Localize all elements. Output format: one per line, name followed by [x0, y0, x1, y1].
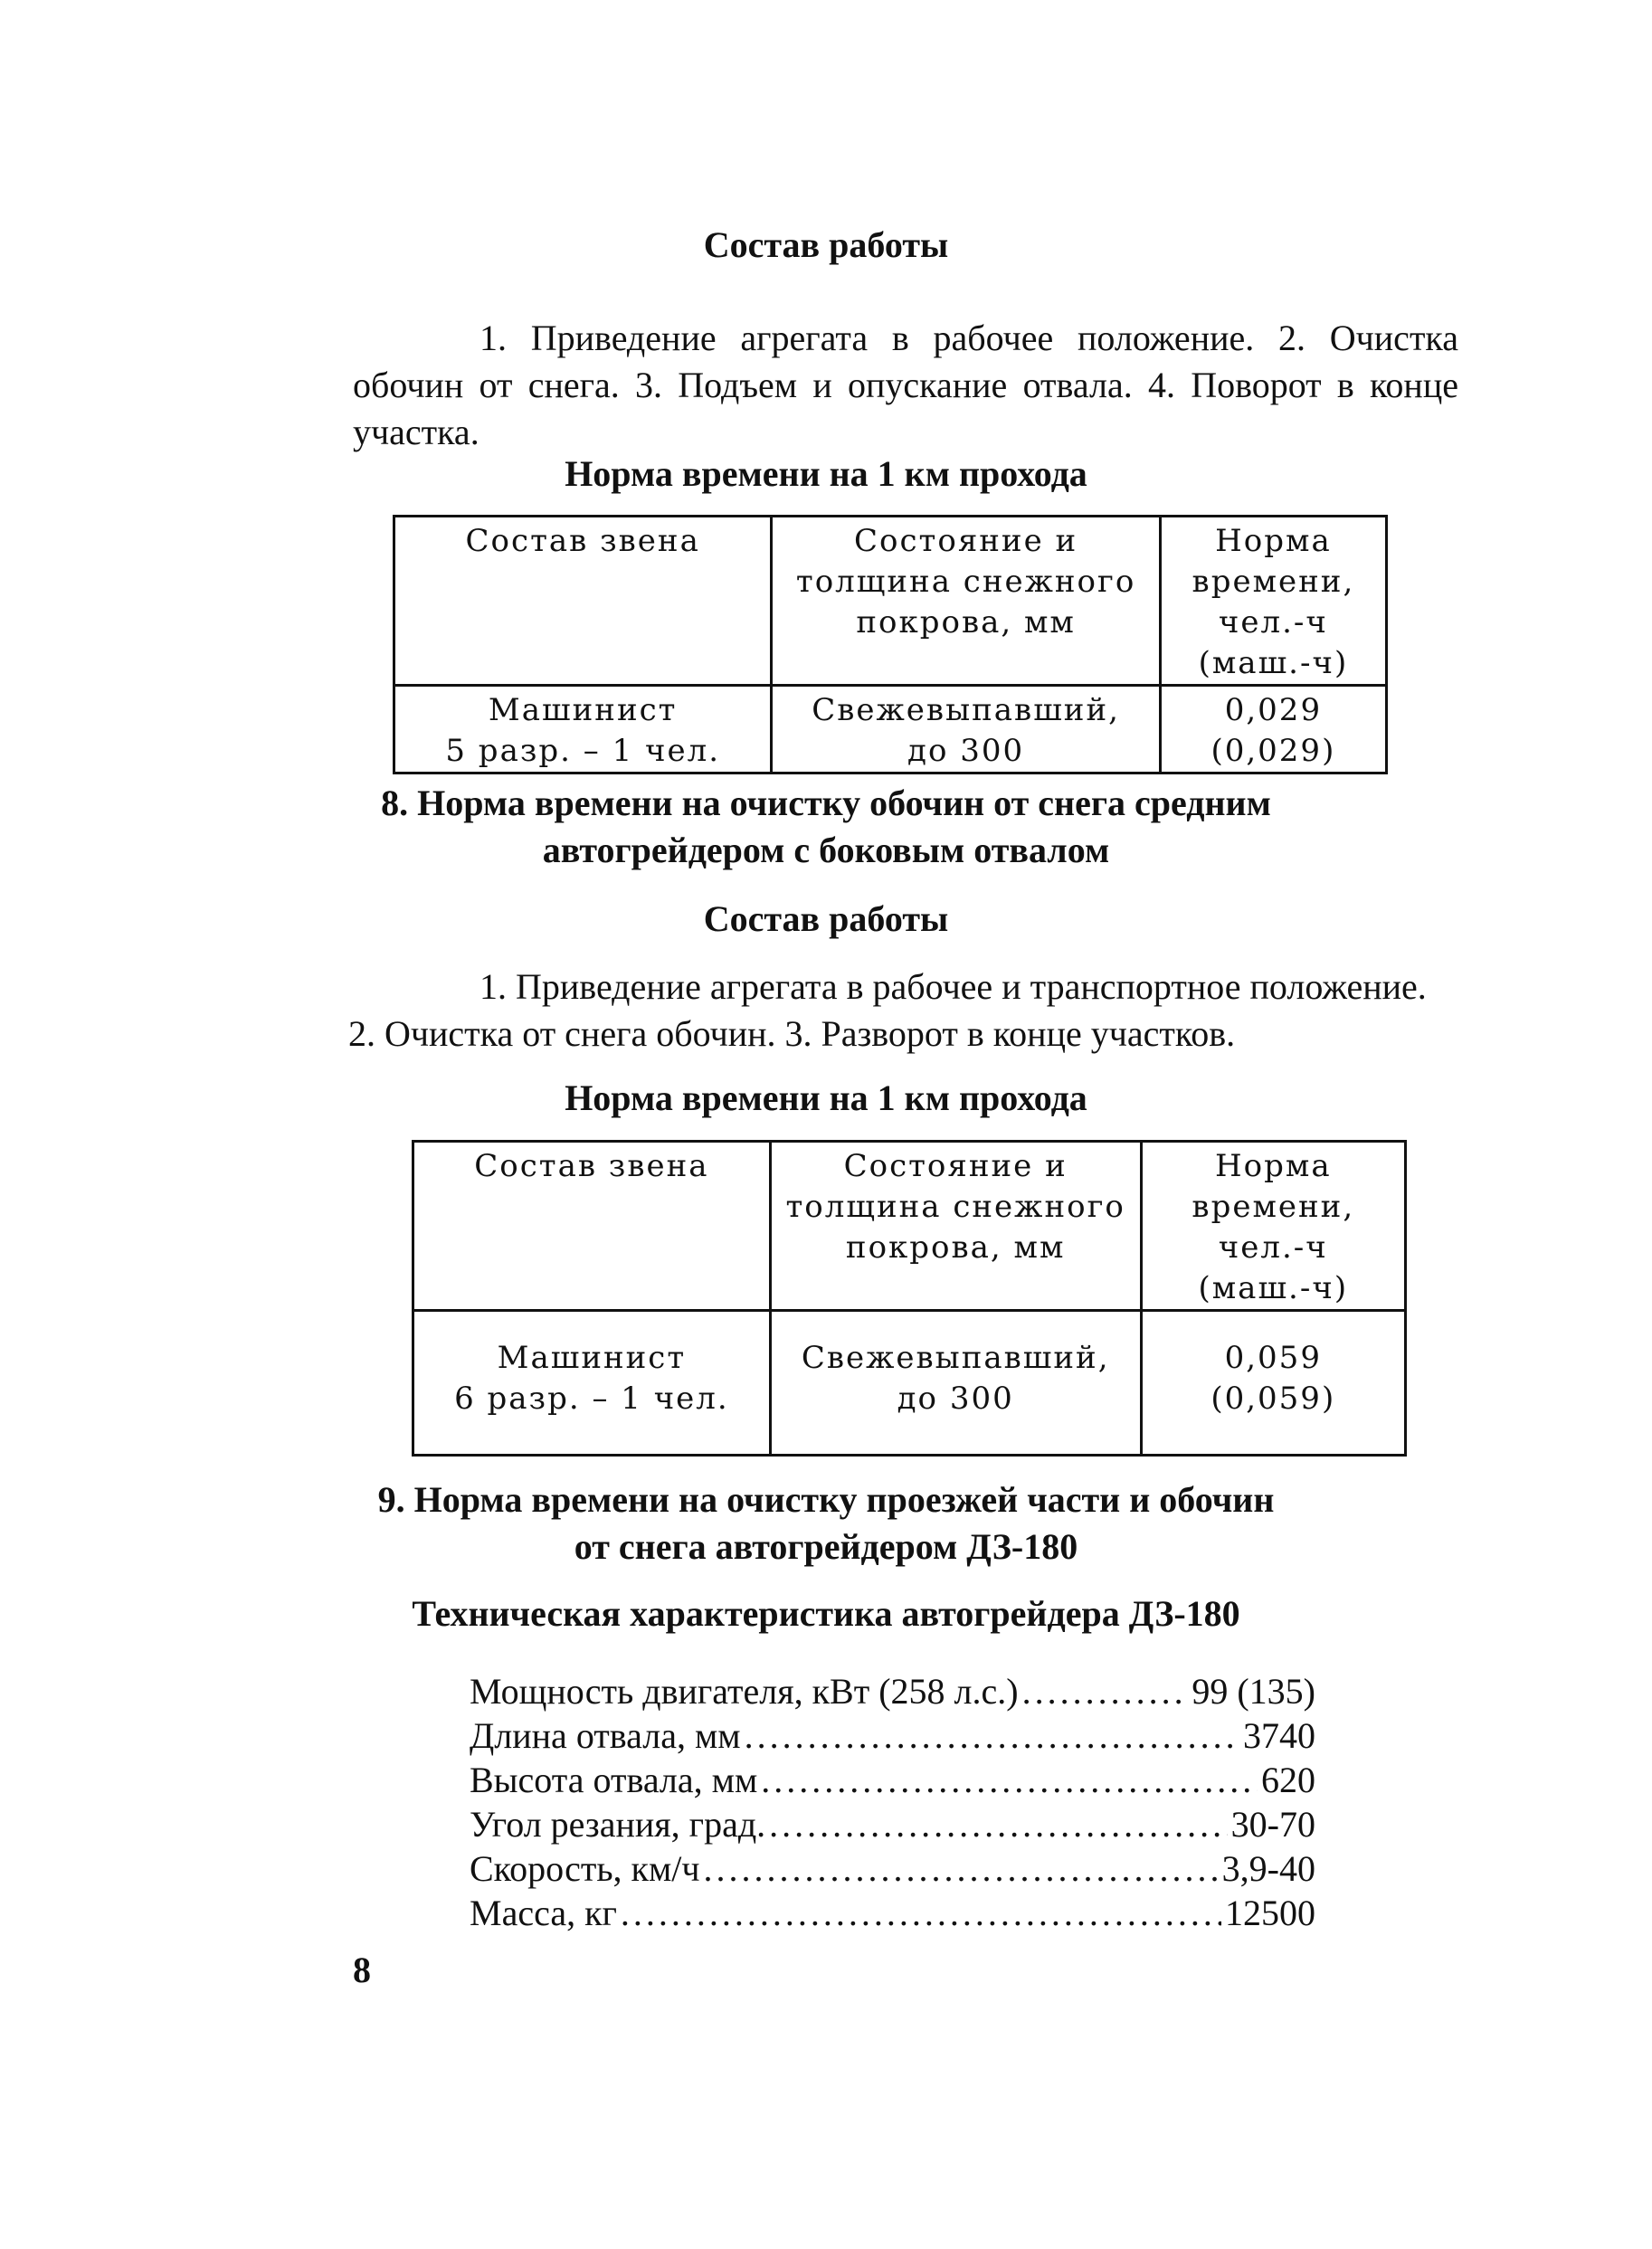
spec-value: 30-70: [1230, 1804, 1315, 1845]
leader-dots: [704, 1846, 1219, 1891]
cell-crew: Машинист 6 разр. – 1 чел.: [413, 1311, 771, 1456]
spec-label: Длина отвала, мм: [470, 1715, 741, 1756]
page-number: 8: [353, 1950, 371, 1990]
section-8-title-line: 8. Норма времени на очистку обочин от снега средним: [381, 783, 1271, 823]
work-line: 2. Очистка от снега обочин. 3. Разворот в конце участков.: [348, 1013, 1236, 1054]
norm-table-title-1: Норма времени на 1 км прохода: [565, 453, 1087, 494]
work-line: обочин от снега. 3. Подъем и опускание отвала. 4. Поворот в конце: [353, 365, 1458, 405]
spec-label: Высота отвала, мм: [470, 1760, 758, 1800]
work-line: участка.: [353, 412, 479, 452]
norm-table-title-2: Норма времени на 1 км прохода: [565, 1077, 1087, 1118]
spec-label: Масса, кг: [470, 1893, 617, 1933]
spec-row: [470, 1713, 1315, 1758]
header-time-norm: Норма времени, чел.-ч (маш.-ч): [1160, 517, 1386, 686]
norm-table-1: [393, 515, 1388, 774]
leader-dots: [1022, 1669, 1189, 1713]
spec-list: [470, 1669, 1315, 1935]
spec-value: 3,9-40: [1221, 1848, 1315, 1889]
header-snow-state: Состояние и толщина снежного покрова, мм: [770, 1142, 1141, 1311]
spec-value: 12500: [1225, 1893, 1315, 1933]
work-composition-heading-2: Состав работы: [703, 898, 949, 939]
header-time-norm: Норма времени, чел.-ч (маш.-ч): [1141, 1142, 1405, 1311]
work-composition-heading-1: Состав работы: [703, 224, 949, 265]
spec-label: Мощность двигателя, кВт (258 л.с.): [470, 1671, 1019, 1712]
section-8-title: [0, 780, 1652, 874]
cell-time-norm: 0,029 (0,029): [1160, 686, 1386, 773]
spec-value: 99 (135): [1192, 1671, 1315, 1712]
table-row: [394, 686, 1387, 773]
cell-time-norm: 0,059 (0,059): [1141, 1311, 1405, 1456]
header-snow-state: Состояние и толщина снежного покрова, мм: [772, 517, 1160, 686]
spec-row: [470, 1669, 1315, 1713]
spec-row: [470, 1891, 1315, 1935]
leader-dots: [621, 1891, 1221, 1935]
spec-value: 3740: [1243, 1715, 1315, 1756]
table-row: [413, 1311, 1406, 1456]
spec-row: [470, 1846, 1315, 1891]
spec-value: 620: [1261, 1760, 1315, 1800]
table-header-row: [413, 1142, 1406, 1311]
work-line: 1. Приведение агрегата в рабочее положение. 2. Очистка: [479, 318, 1458, 358]
header-crew: Состав звена: [394, 517, 772, 686]
cell-snow-state: Свежевыпавший, до 300: [772, 686, 1160, 773]
cell-snow-state: Свежевыпавший, до 300: [770, 1311, 1141, 1456]
spec-title: Техническая характеристика автогрейдера ДЗ-180: [412, 1593, 1240, 1634]
section-9-title-line: от снега автогрейдером ДЗ-180: [574, 1526, 1078, 1567]
work-composition-text-2: [348, 963, 1458, 1058]
table-header-row: [394, 517, 1387, 686]
work-composition-text-1: [353, 315, 1458, 456]
work-line: 1. Приведение агрегата в рабочее и транспортное положение.: [479, 966, 1427, 1007]
norm-table-2: [412, 1140, 1407, 1457]
header-crew: Состав звена: [413, 1142, 771, 1311]
leader-dots: [761, 1758, 1258, 1802]
spec-label: Скорость, км/ч: [470, 1848, 700, 1889]
leader-dots: [769, 1802, 1228, 1846]
cell-crew: Машинист 5 разр. – 1 чел.: [394, 686, 772, 773]
spec-row: [470, 1802, 1315, 1846]
leader-dots: [745, 1713, 1239, 1758]
section-9-title: [0, 1476, 1652, 1571]
spec-label: Угол резания, град.: [470, 1804, 766, 1845]
spec-row: [470, 1758, 1315, 1802]
section-8-title-line: автогрейдером с боковым отвалом: [542, 830, 1110, 870]
section-9-title-line: 9. Норма времени на очистку проезжей части и обочин: [377, 1479, 1275, 1520]
